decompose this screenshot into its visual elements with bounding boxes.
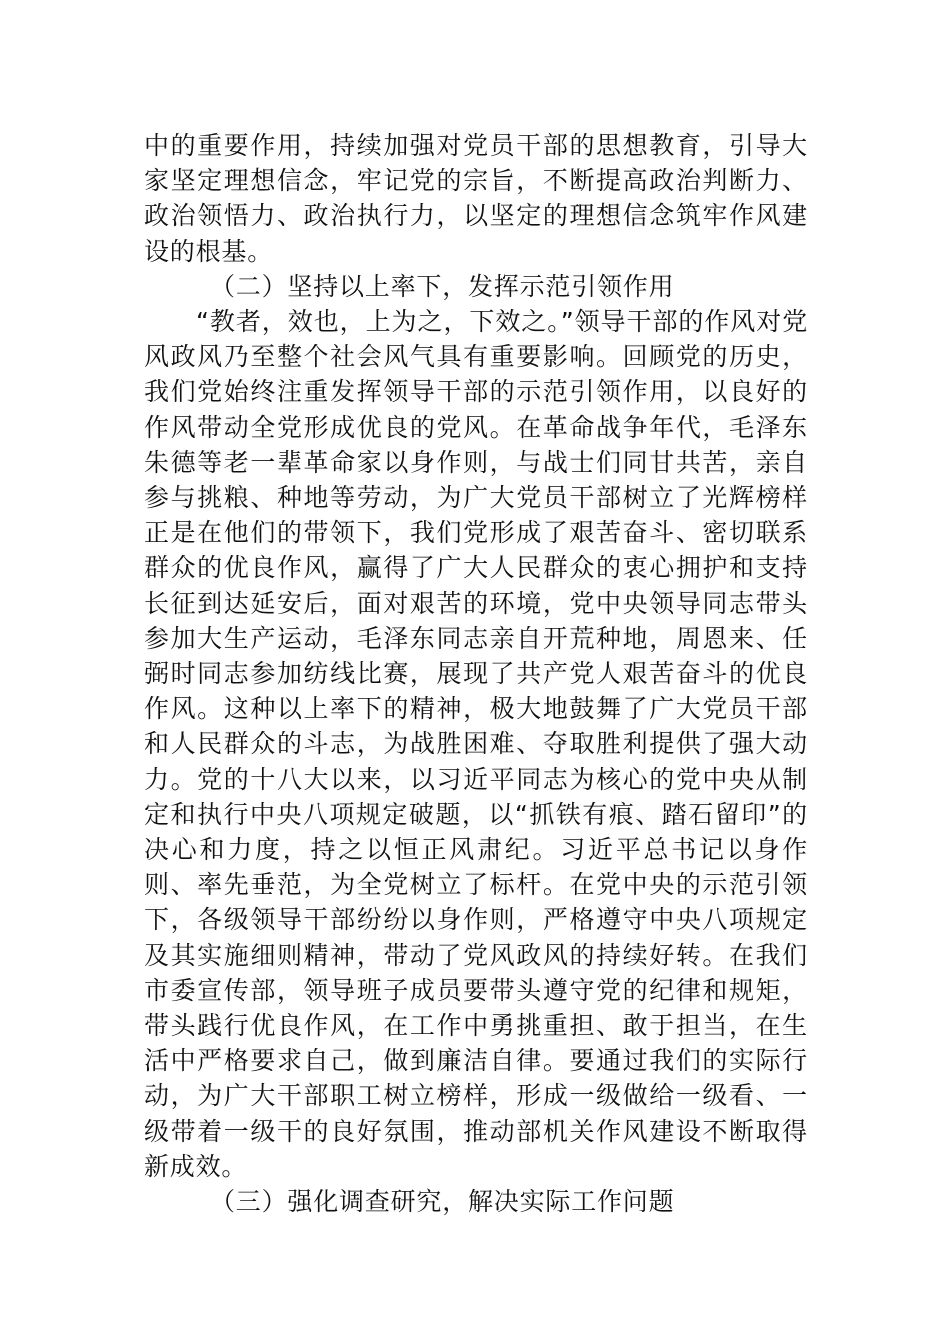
body-paragraph: “教者，效也，上为之，下效之。”领导干部的作风对党风政风乃至整个社会风气具有重要影响。回顾党的历史，我们党始终注重发挥领导干部的示范引领作用，以良好的作风带动全党形成优良的党风。在革命战争年代，毛泽东朱德等老一辈革命家以身作则，与战士们同甘共苦，亲自参与挑粮、种地等劳动，为广大党员干部树立了光辉榜样正是在他们的带领下，我们党形成了艰苦奋斗、密切联系群众的优良作风，赢得了广大人民群众的衷心拥护和支持长征到达延安后，面对艰苦的环境，党中央领导同志带头参加大生产运动，毛泽东同志亲自开荒种地，周恩来、任弼时同志参加纺线比赛，展现了共产党人艰苦奋斗的优良作风。这种以上率下的精神，极大地鼓舞了广大党员干部和人民群众的斗志，为战胜困难、夺取胜利提供了强大动力。党的十八大以来，以习近平同志为核心的党中央从制定和执行中央八项规定破题，以“抓铁有痕、踏石留印”的决心和力度，持之以恒正风肃纪。习近平总书记以身作则、率先垂范，为全党树立了标杆。在党中央的示范引领下，各级领导干部纷纷以身作则，严格遵守中央八项规定及其实施细则精神，带动了党风政风的持续好转。在我们市委宣传部，领导班子成员要带头遵守党的纪律和规矩，带头践行优良作风，在工作中勇挑重担、敢于担当，在生活中严格要求自己，做到廉洁自律。要通过我们的实际行动，为广大干部职工树立榜样，形成一级做给一级看、一级带着一级干的良好氛围，推动部机关作风建设不断取得新成效。 bbox=[144, 307, 808, 1181]
section-heading-3: （三）强化调查研究，解决实际工作问题 bbox=[210, 1187, 675, 1217]
document-body bbox=[144, 128, 808, 1219]
section-heading-2: （二）坚持以上率下，发挥示范引领作用 bbox=[210, 271, 675, 301]
body-paragraph-continued: 中的重要作用，持续加强对党员干部的思想教育，引导大家坚定理想信念，牢记党的宗旨，不断提高政治判断力、政治领悟力、政治执行力，以坚定的理想信念筑牢作风建设的根基。 bbox=[144, 131, 808, 266]
